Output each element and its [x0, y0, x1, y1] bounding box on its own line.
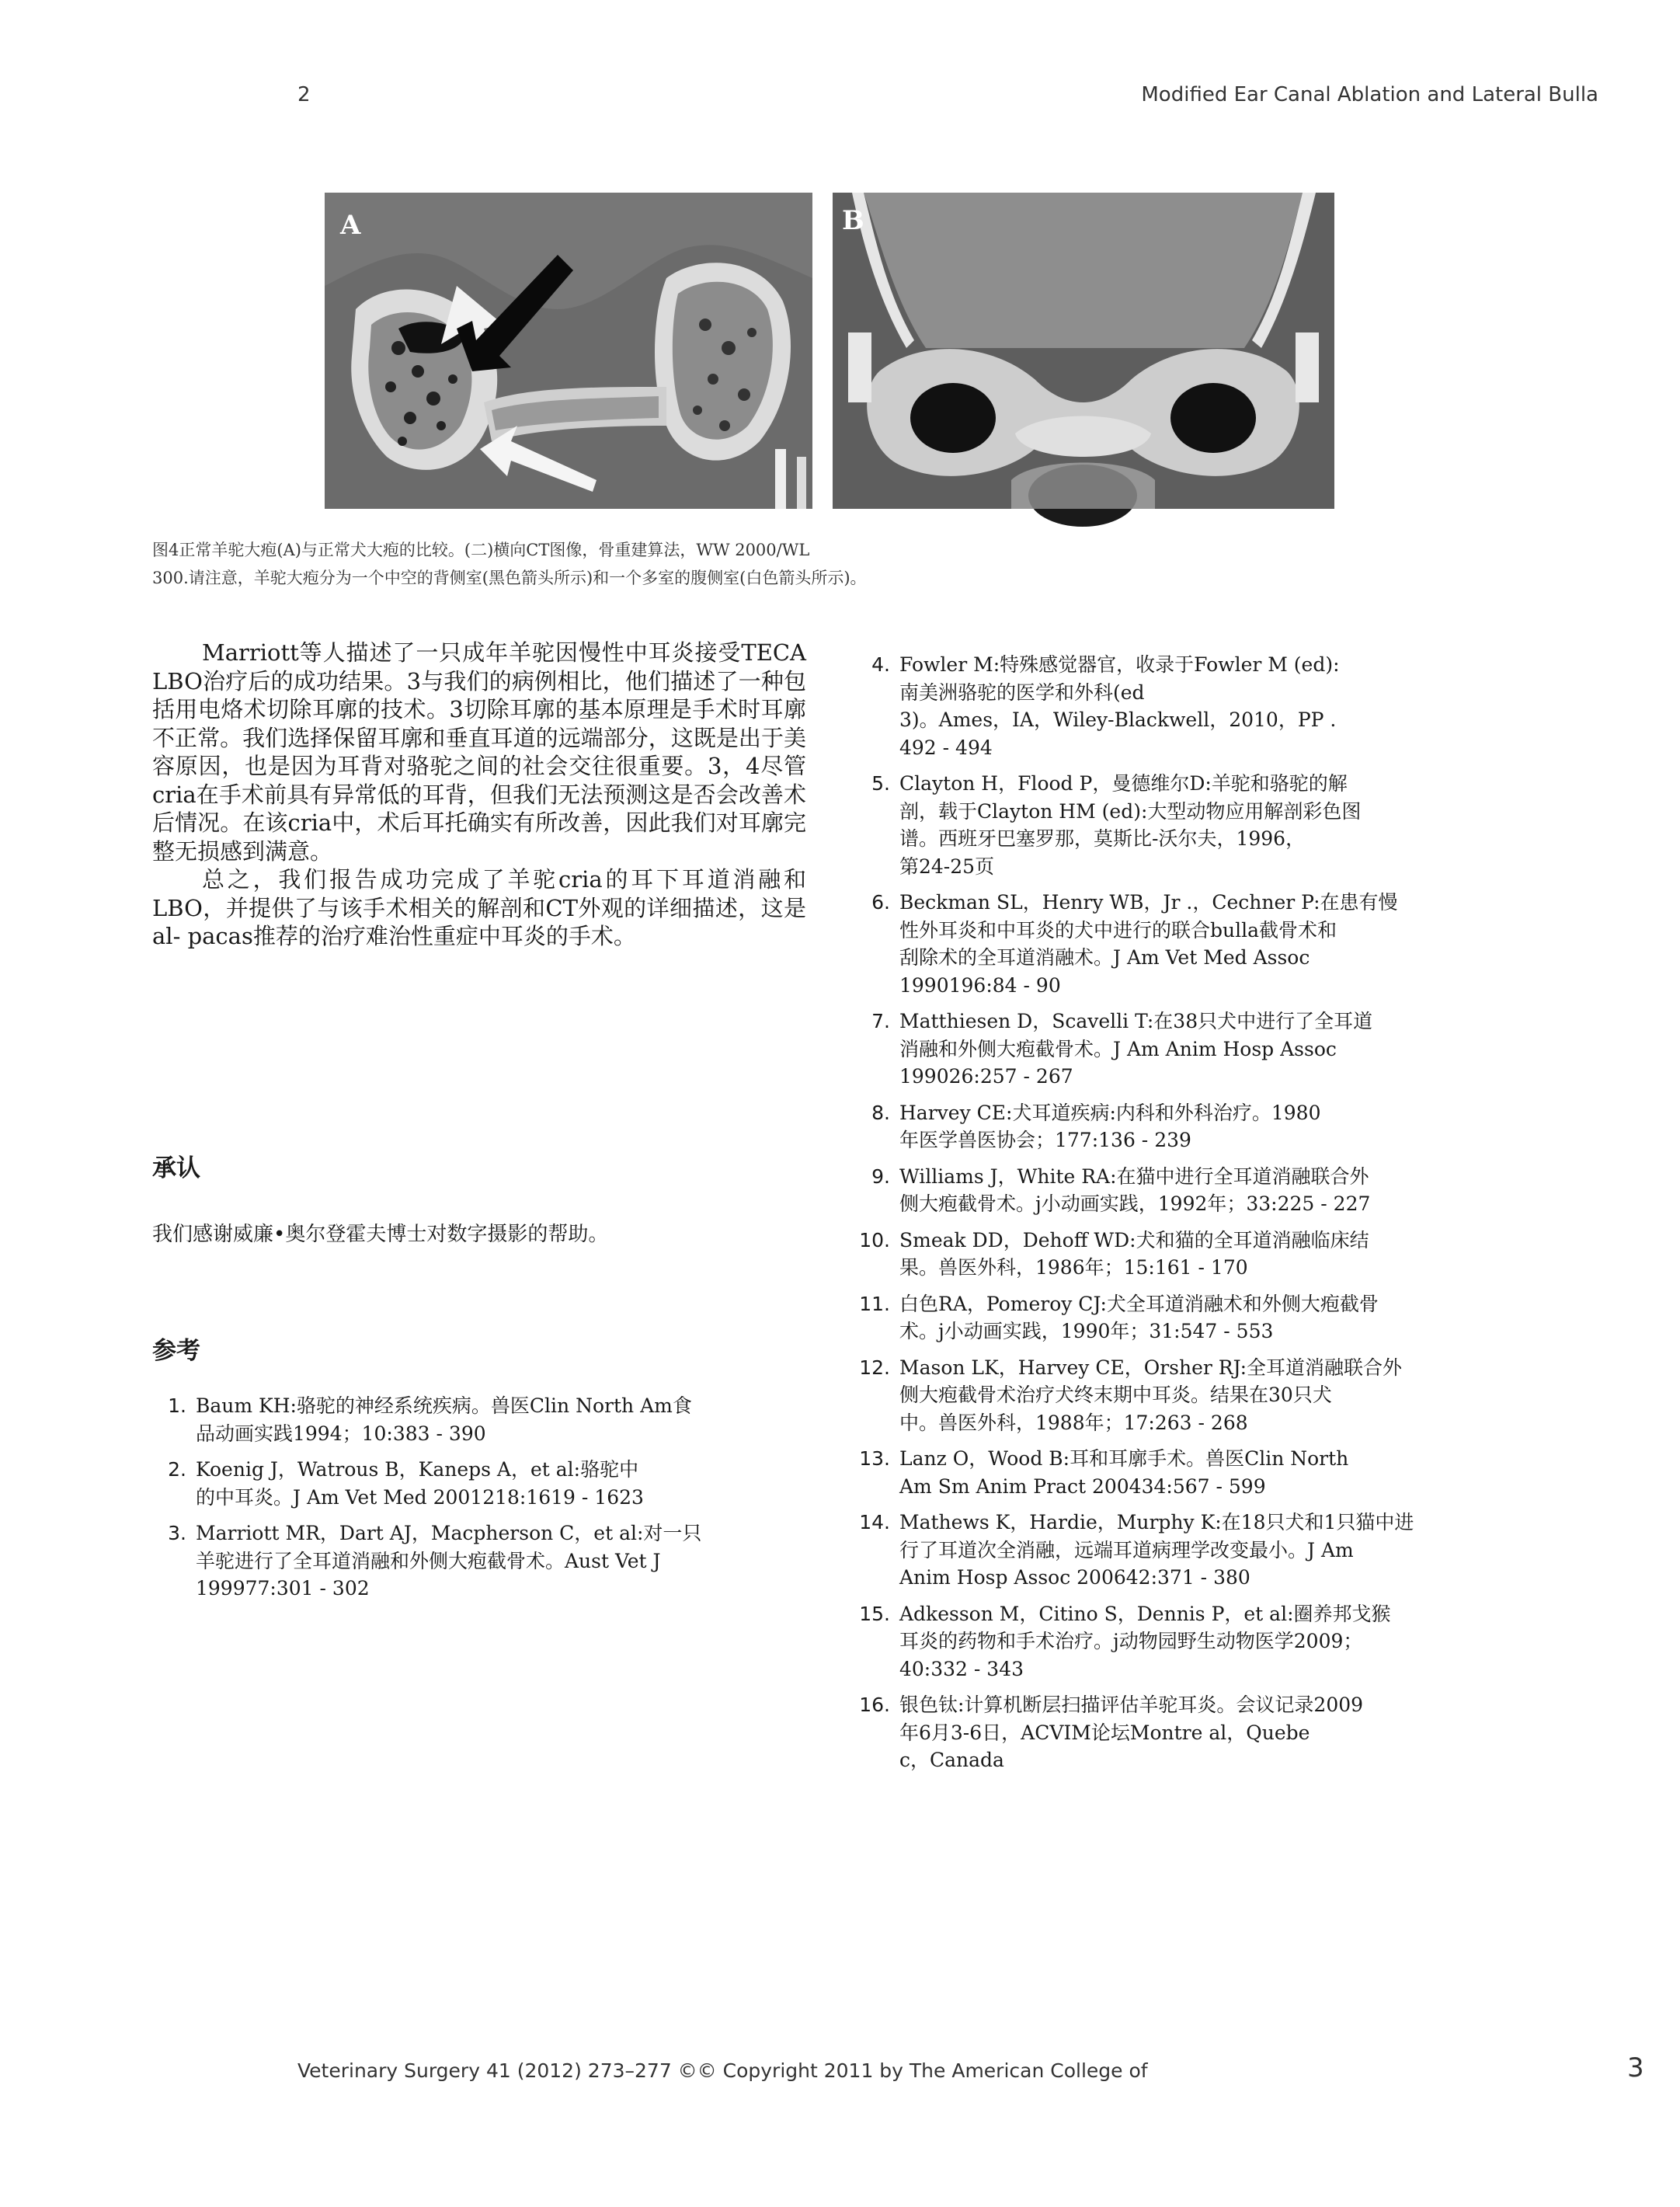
reference-line: 年医学兽医协会；177:136 - 239 [899, 1129, 1191, 1151]
reference-line: 1990196:84 - 90 [899, 973, 1061, 997]
reference-item [152, 1456, 812, 1511]
reference-line: 品动画实践1994；10:383 - 390 [196, 1422, 486, 1445]
references-heading: 参考 [152, 1337, 200, 1365]
reference-number: 10. [859, 1228, 890, 1251]
reference-number: 4. [871, 653, 890, 676]
reference-line: 492 - 494 [899, 736, 993, 759]
reference-number: 2. [168, 1458, 186, 1481]
reference-line: 白色RA，Pomeroy CJ:犬全耳道消融术和外侧大疱截骨 [899, 1292, 1379, 1315]
reference-line: Baum KH:骆驼的神经系统疾病。兽医Clin North Am食 [196, 1394, 692, 1417]
body-text-column [152, 639, 806, 951]
reference-number: 15. [859, 1602, 890, 1625]
reference-line: 消融和外侧大疱截骨术。J Am Anim Hosp Assoc [899, 1037, 1337, 1060]
reference-line: 剖，载于Clayton HM (ed):大型动物应用解剖彩色图 [899, 799, 1362, 823]
reference-line: Mathews K，Hardie，Murphy K:在18只犬和1只猫中进 [899, 1511, 1414, 1533]
running-header-right: Modified Ear Canal Ablation and Lateral Bulla [1141, 83, 1598, 106]
reference-number: 6. [871, 891, 890, 914]
ct-image-panel-b [833, 193, 1334, 509]
reference-line: Smeak DD，Dehoff WD:犬和猫的全耳道消融临床结 [899, 1228, 1369, 1251]
reference-number: 16. [859, 1694, 890, 1716]
reference-line: 银色钛:计算机断层扫描评估羊驼耳炎。会议记录2009 [899, 1694, 1364, 1716]
reference-line: 刮除术的全耳道消融术。J Am Vet Med Assoc [899, 946, 1310, 969]
reference-line: 行了耳道次全消融，远端耳道病理学改变最小。J Am [899, 1538, 1354, 1561]
reference-item [856, 1008, 1516, 1091]
reference-number: 3. [168, 1522, 186, 1544]
reference-item [856, 1227, 1516, 1282]
reference-line: 中。兽医外科，1988年；17:263 - 268 [899, 1411, 1248, 1434]
reference-line: 耳炎的药物和手术治疗。j动物园野生动物医学2009； [899, 1630, 1363, 1652]
reference-line: Clayton H，Flood P，曼德维尔D:羊驼和骆驼的解 [899, 772, 1348, 795]
figure-caption [152, 536, 1473, 592]
reference-item [856, 1509, 1516, 1592]
reference-line: Adkesson M，Citino S，Dennis P，et al:圈养邦戈猴 [899, 1602, 1391, 1625]
reference-list-right [856, 651, 1516, 1783]
reference-line: Mason LK，Harvey CE，Orsher RJ:全耳道消融联合外 [899, 1356, 1403, 1379]
acknowledgment-heading: 承认 [152, 1154, 200, 1182]
panel-a-label: A [340, 210, 361, 241]
reference-item [856, 889, 1516, 999]
reference-number: 7. [871, 1010, 890, 1032]
reference-item [856, 651, 1516, 761]
reference-item [856, 1691, 1516, 1774]
reference-line: Harvey CE:犬耳道疾病:内科和外科治疗。1980 [899, 1101, 1321, 1124]
reference-line: 年6月3-6日，ACVIM论坛Montre al，Quebe [899, 1721, 1310, 1744]
reference-line: 侧大疱截骨术治疗犬终末期中耳炎。结果在30只犬 [899, 1384, 1332, 1406]
reference-line: Beckman SL，Henry WB，Jr .，Cechner P:在患有慢 [899, 891, 1398, 914]
reference-number: 8. [871, 1101, 890, 1124]
reference-line: 199977:301 - 302 [196, 1577, 370, 1600]
reference-line: 南美洲骆驼的医学和外科(ed [899, 681, 1145, 704]
reference-line: 谱。西班牙巴塞罗那，莫斯比-沃尔夫，1996， [899, 827, 1306, 850]
reference-item [856, 1290, 1516, 1345]
reference-item [856, 1163, 1516, 1218]
reference-item [856, 1354, 1516, 1437]
reference-line: Anim Hosp Assoc 200642:371 - 380 [899, 1566, 1250, 1589]
reference-number: 5. [871, 772, 890, 795]
reference-line: Marriott MR，Dart AJ，Macpherson C，et al:对一只 [196, 1522, 702, 1544]
reference-list-left [152, 1392, 812, 1611]
reference-item [856, 1600, 1516, 1683]
running-header-left: 2 [297, 83, 311, 106]
body-paragraph-1: Marriott等人描述了一只成年羊驼因慢性中耳炎接受TECA LBO治疗后的成功结果。3与我们的病例相比，他们描述了一种包括用电烙术切除耳廓的技术。3切除耳廓的基本原理是手术时耳廓不正常。我们选择保留耳廓和垂直耳道的远端部分，这既是出于美容原因，也是因为耳背对骆驼之间的社会交往很重要。3，4尽管cria在手术前具有异常低的耳背，但我们无法预测这是否会改善术后情况。在该cria中，术后耳托确实有所改善，因此我们对耳廓完整无损感到满意。 [152, 639, 806, 865]
reference-line: 40:332 - 343 [899, 1657, 1024, 1680]
reference-number: 14. [859, 1511, 890, 1533]
figure-caption-line-1: 图4正常羊驼大疱(A)与正常犬大疱的比较。(二)横向CT图像，骨重建算法，WW 2000/WL [152, 541, 810, 559]
reference-line: c，Canada [899, 1749, 1004, 1771]
page-number: 3 [1627, 2052, 1644, 2083]
reference-line: Lanz O，Wood B:耳和耳廓手术。兽医Clin North [899, 1447, 1349, 1470]
ct-image-a [325, 193, 812, 509]
reference-line: Am Sm Anim Pract 200434:567 - 599 [899, 1474, 1266, 1498]
reference-line: 性外耳炎和中耳炎的犬中进行的联合bulla截骨术和 [899, 918, 1337, 942]
figure-4 [325, 193, 1334, 509]
reference-line: 3)。Ames，IA，Wiley-Blackwell，2010，PP . [899, 708, 1337, 731]
reference-number: 12. [859, 1356, 890, 1379]
reference-line: 第24-25页 [899, 855, 995, 878]
reference-line: 侧大疱截骨术。j小动画实践，1992年；33:225 - 227 [899, 1192, 1371, 1215]
reference-item [152, 1519, 812, 1603]
reference-item [856, 1099, 1516, 1154]
reference-line: 羊驼进行了全耳道消融和外侧大疱截骨术。Aust Vet J [196, 1549, 661, 1572]
reference-line: Koenig J，Watrous B，Kaneps A，et al:骆驼中 [196, 1458, 639, 1481]
reference-number: 1. [168, 1394, 186, 1417]
body-paragraph-2: 总之，我们报告成功完成了羊驼cria的耳下耳道消融和LBO，并提供了与该手术相关的解剖和CT外观的详细描述，这是al- pacas推荐的治疗难治性重症中耳炎的手术。 [152, 866, 806, 949]
reference-line: Matthiesen D，Scavelli T:在38只犬中进行了全耳道 [899, 1010, 1373, 1032]
reference-line: Fowler M:特殊感觉器官，收录于Fowler M (ed): [899, 653, 1340, 676]
reference-line: 果。兽医外科，1986年；15:161 - 170 [899, 1256, 1248, 1279]
running-footer: Veterinary Surgery 41 (2012) 273–277 ©© Copyright 2011 by The American College of [297, 2059, 1148, 2082]
reference-item [152, 1392, 812, 1447]
ct-image-b [833, 193, 1334, 509]
reference-item [856, 1445, 1516, 1500]
reference-line: Williams J，White RA:在猫中进行全耳道消融联合外 [899, 1164, 1369, 1188]
reference-number: 13. [859, 1447, 890, 1470]
reference-line: 199026:257 - 267 [899, 1065, 1073, 1088]
reference-line: 术。j小动画实践，1990年；31:547 - 553 [899, 1320, 1274, 1342]
reference-item [856, 770, 1516, 880]
reference-line: 的中耳炎。J Am Vet Med 2001218:1619 - 1623 [196, 1485, 644, 1509]
reference-number: 9. [871, 1164, 890, 1188]
ct-image-panel-a [325, 193, 812, 509]
acknowledgment-text: 我们感谢威廉•奥尔登霍夫博士对数字摄影的帮助。 [152, 1223, 609, 1246]
panel-b-label: B [842, 205, 864, 236]
reference-number: 11. [859, 1292, 890, 1315]
figure-caption-line-2: 300.请注意，羊驼大疱分为一个中空的背侧室(黑色箭头所示)和一个多室的腹侧室(白色箭头所示)。 [152, 569, 867, 587]
